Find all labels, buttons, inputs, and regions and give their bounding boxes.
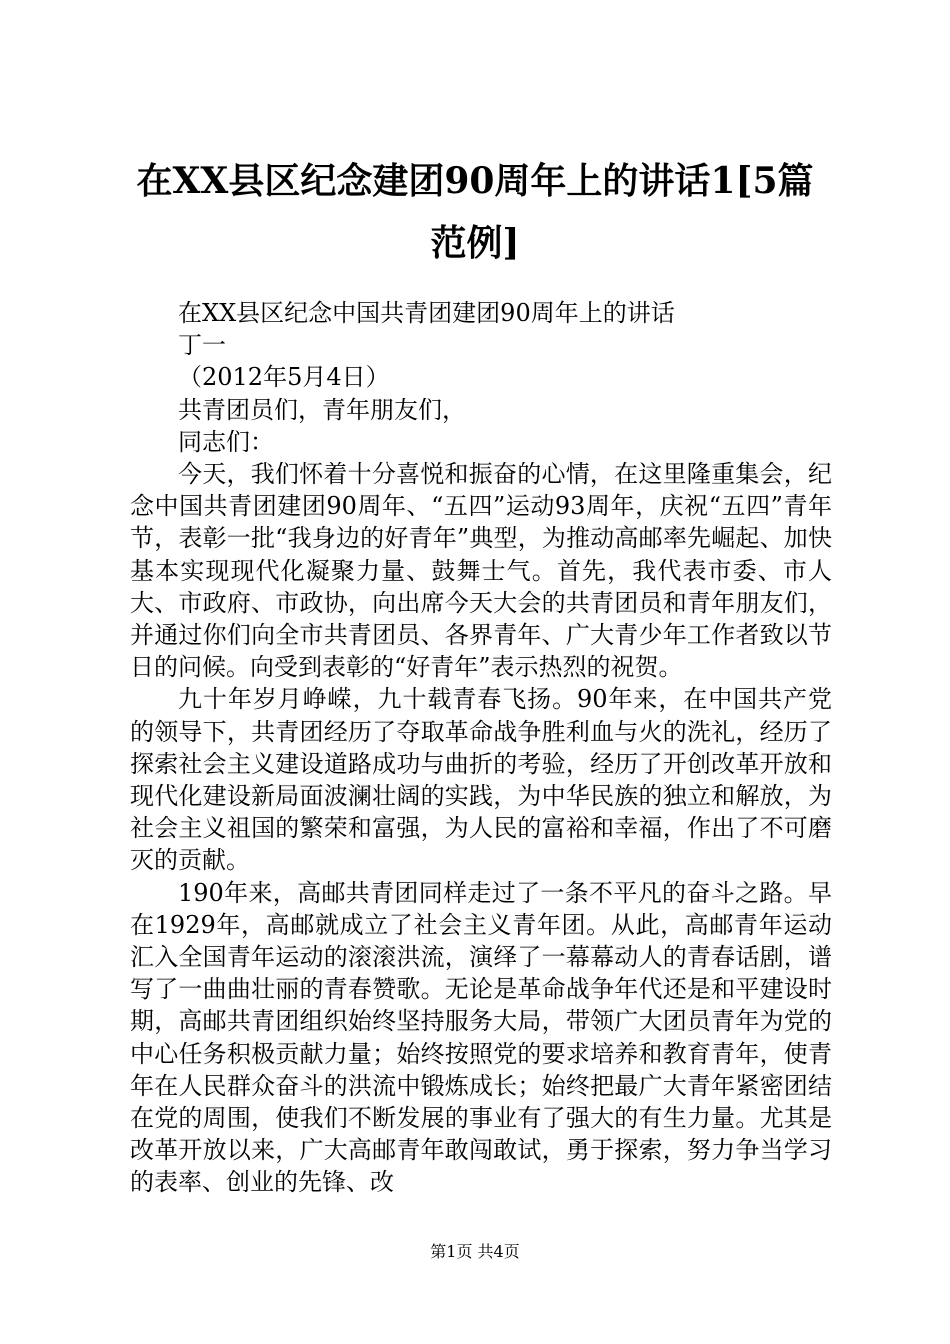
speech-subtitle: 在XX县区纪念中国共青团建团90周年上的讲话 <box>178 299 675 327</box>
speaker-name: 丁一 <box>178 331 226 360</box>
paragraph: 今天，我们怀着十分喜悦和振奋的心情，在这里隆重集会，纪念中国共青团建团90周年、“五四”运动93周年，庆祝“五四”青年节，表彰一批“我身边的好青年”典型，为推动高邮率先崛起、加快基本实现现代化凝聚力量、鼓舞士气。首先，我代表市委、市人大、市政府、市政协，向出席今天大会的共青团员和青年朋友们，并通过你们向全市共青团员、各界青年、广大青少年工作者致以节日的问候。向受到表彰的“好青年”表示热烈的祝贺。 <box>130 460 832 682</box>
salutation-line-1: 共青团员们，青年朋友们， <box>178 395 466 424</box>
page-footer: 第1页 共4页 <box>430 1242 520 1261</box>
paragraph: 九十年岁月峥嵘，九十载青春飞扬。90年来，在中国共产党的领导下，共青团经历了夺取革命战争胜利血与火的洗礼，经历了探索社会主义建设道路成功与曲折的考验，经历了开创改革开放和现代化建设新局面波澜壮阔的实践，为中华民族的独立和解放，为社会主义祖国的繁荣和富强，为人民的富裕和幸福，作出了不可磨灭的贡献。 <box>130 685 832 875</box>
salutation-line-2: 同志们： <box>178 427 274 456</box>
document-body <box>130 297 832 1199</box>
paragraph: 190年来，高邮共青团同样走过了一条不平凡的奋斗之路。早在1929年，高邮就成立了社会主义青年团。从此，高邮青年运动汇入全国青年运动的滚滚洪流，演绎了一幕幕动人的青春话剧，谱写了一曲曲壮丽的青春赞歌。无论是革命战争年代还是和平建设时期，高邮共青团组织始终坚持服务大局，带领广大团员青年为党的中心任务积极贡献力量；始终按照党的要求培养和教育青年，使青年在人民群众奋斗的洪流中锻炼成长；始终把最广大青年紧密团结在党的周围，使我们不断发展的事业有了强大的有生力量。尤其是改革开放以来，广大高邮青年敢闯敢试，勇于探索，努力争当学习的表率、创业的先锋、改 <box>130 878 832 1197</box>
speech-date: （2012年5月4日） <box>178 363 390 392</box>
document-title: 在XX县区纪念建团90周年上的讲话1[5篇范例] <box>136 160 814 264</box>
